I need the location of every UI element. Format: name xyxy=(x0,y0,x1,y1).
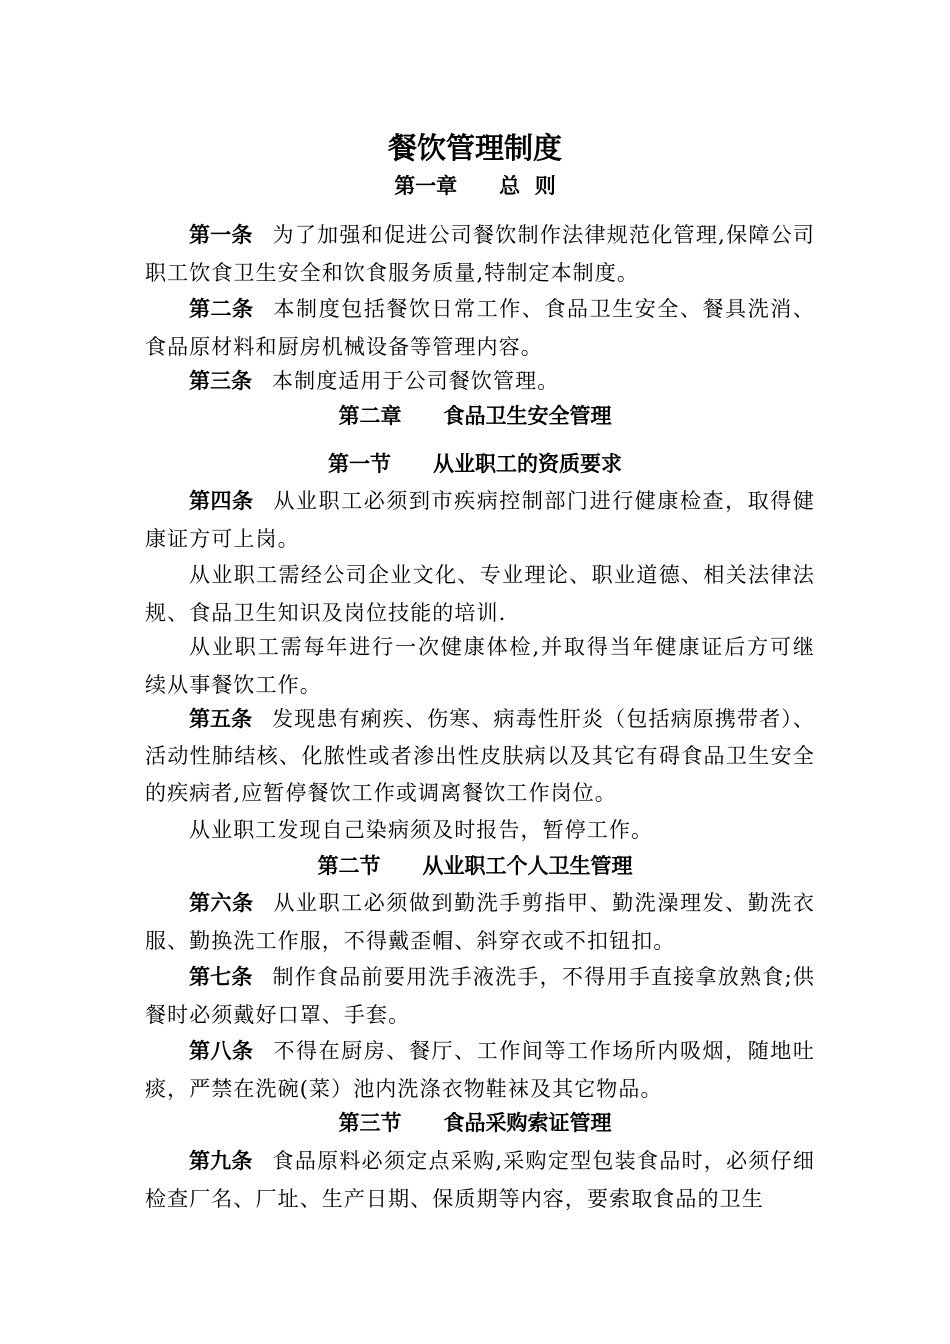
article-8-text: 不得在厨房、餐厅、工作间等工作场所内吸烟，随地吐痰，严禁在洗碗(菜）池内洗涤衣物鞋袜及其它物品。 xyxy=(145,1039,815,1101)
article-7-text: 制作食品前要用洗手液洗手，不得用手直接拿放熟食;供餐时必须戴好口罩、手套。 xyxy=(145,965,816,1027)
article-7 xyxy=(145,958,815,1034)
article-3-text: 本制度适用于公司餐饮管理。 xyxy=(272,369,560,393)
article-4-paragraph-3: 从业职工需每年进行一次健康体检,并取得当年健康证后方可继续从事餐饮工作。 xyxy=(145,635,815,697)
article-9 xyxy=(145,1142,815,1218)
document-title: 餐饮管理制度 xyxy=(387,131,562,165)
article-4 xyxy=(145,482,815,558)
chapter-2-heading: 第二章 食品卫生安全管理 xyxy=(338,404,612,428)
article-5 xyxy=(145,701,815,812)
chapter-1-heading: 第一章 总 则 xyxy=(394,174,556,198)
article-8-label: 第八条 xyxy=(189,1039,254,1063)
article-6-label: 第六条 xyxy=(189,891,254,915)
article-1-text: 为了加强和促进公司餐饮制作法律规范化管理,保障公司职工饮食卫生安全和饮食服务质量,特制定本制度。 xyxy=(145,223,815,285)
article-6-text: 从业职工必须做到勤洗手剪指甲、勤洗澡理发、勤洗衣服、勤换洗工作服，不得戴歪帽、斜穿衣或不扣钮扣。 xyxy=(145,891,815,953)
article-5-label: 第五条 xyxy=(189,707,253,731)
section-1-heading: 第一节 从业职工的资质要求 xyxy=(328,452,622,476)
article-2-text: 本制度包括餐饮日常工作、食品卫生安全、餐具洗消、食品原材料和厨房机械设备等管理内容。 xyxy=(145,297,815,359)
article-9-text: 食品原料必须定点采购,采购定型包装食品时，必须仔细检查厂名、厂址、生产日期、保质期等内容，要索取食品的卫生 xyxy=(145,1149,815,1211)
article-3-label: 第三条 xyxy=(189,369,252,393)
article-4-label: 第四条 xyxy=(189,489,254,513)
article-6 xyxy=(145,884,815,960)
article-3 xyxy=(145,362,815,400)
article-5-paragraph-2: 从业职工发现自己染病须及时报告，暂停工作。 xyxy=(189,818,654,842)
section-2-heading: 第二节 从业职工个人卫生管理 xyxy=(317,854,633,878)
article-2-label: 第二条 xyxy=(189,297,254,321)
article-2 xyxy=(145,290,815,366)
article-1-label: 第一条 xyxy=(189,223,253,247)
article-1 xyxy=(145,216,815,292)
article-8 xyxy=(145,1032,815,1108)
article-5-text: 发现患有痢疾、伤寒、病毒性肝炎（包括病原携带者）、活动性肺结核、化脓性或者渗出性皮肤病以及其它有碍食品卫生安全的疾病者,应暂停餐饮工作或调离餐饮工作岗位。 xyxy=(145,707,816,805)
article-4-text: 从业职工必须到市疾病控制部门进行健康检查，取得健康证方可上岗。 xyxy=(145,489,815,551)
section-3-heading: 第三节 食品采购索证管理 xyxy=(338,1111,612,1135)
article-9-label: 第九条 xyxy=(189,1149,253,1173)
article-4-paragraph-2: 从业职工需经公司企业文化、专业理论、职业道德、相关法律法规、食品卫生知识及岗位技能的培训. xyxy=(145,563,815,625)
article-7-label: 第七条 xyxy=(189,965,253,989)
